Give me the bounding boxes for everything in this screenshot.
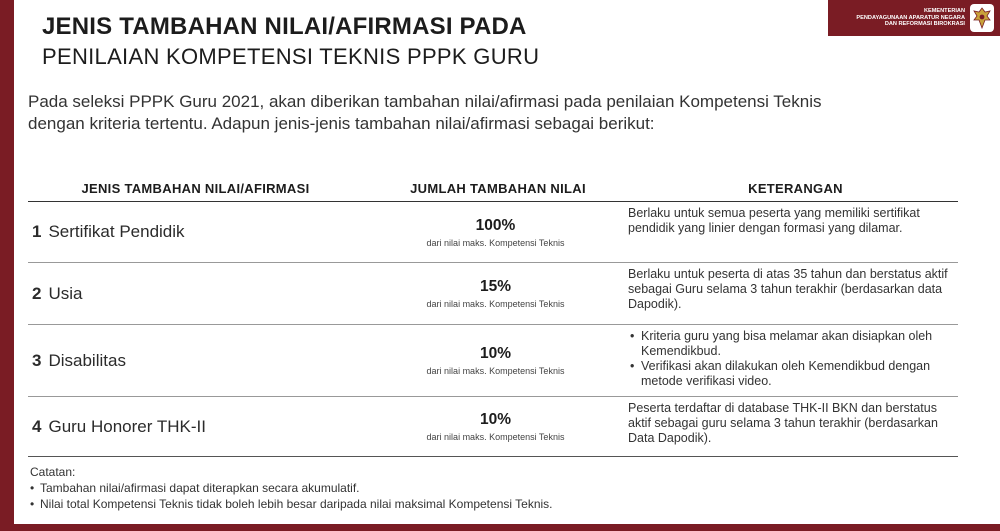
table-row	[28, 397, 958, 457]
ministry-name	[856, 8, 965, 28]
header-note: KETERANGAN	[748, 181, 843, 196]
amount-value: 10%	[479, 345, 512, 362]
footnote-list	[30, 480, 553, 512]
row-number: 1	[32, 222, 42, 241]
amount-subtext: dari nilai maks. Kompetensi Teknis	[426, 432, 565, 442]
amount-cell	[363, 325, 628, 396]
row-number: 4	[32, 416, 42, 436]
ministry-line: DAN REFORMASI BIROKRASI	[884, 21, 965, 28]
affirmation-table	[28, 176, 958, 457]
ministry-line: KEMENTERIAN	[923, 7, 965, 14]
intro-line: dengan kriteria tertentu. Adapun jenis-jenis tambahan nilai/afirmasi sebagai berikut:	[28, 114, 655, 133]
note-cell: Berlaku untuk peserta di atas 35 tahun dan berstatus aktif sebagai Guru selama 3 tahun terakhir (berdasarkan data Dapodik).	[628, 267, 948, 311]
type-label: Usia	[48, 283, 83, 303]
table-row	[28, 325, 958, 397]
intro-paragraph	[28, 91, 988, 135]
header-type: JENIS TAMBAHAN NILAI/AFIRMASI	[81, 181, 310, 196]
ministry-line: PENDAYAGUNAAN APARATUR NEGARA	[856, 14, 965, 21]
header-amount: JUMLAH TAMBAHAN NILAI	[410, 181, 586, 196]
footnote-item: • Nilai total Kompetensi Teknis tidak boleh lebih besar daripada nilai maksimal Kompetensi Teknis.	[30, 496, 553, 512]
footnote-item: • Tambahan nilai/afirmasi dapat diterapkan secara akumulatif.	[30, 480, 553, 496]
ministry-banner	[828, 0, 1000, 36]
note-bullet-list	[628, 329, 958, 389]
footnotes-label: Catatan:	[30, 465, 76, 479]
amount-subtext: dari nilai maks. Kompetensi Teknis	[426, 237, 565, 248]
note-bullet: • Verifikasi akan dilakukan oleh Kemendikbud dengan metode verifikasi video.	[628, 359, 958, 389]
amount-value: 15%	[479, 278, 512, 295]
amount-cell	[363, 202, 628, 262]
amount-value: 10%	[479, 411, 512, 428]
note-cell	[628, 325, 958, 396]
table-row	[28, 263, 958, 325]
amount-cell	[363, 263, 628, 324]
type-label: Guru Honorer THK-II	[48, 416, 206, 436]
intro-line: Pada seleksi PPPK Guru 2021, akan diberikan tambahan nilai/afirmasi pada penilaian Kompetensi Teknis	[28, 92, 822, 111]
type-label: Disabilitas	[48, 350, 126, 370]
note-cell: Peserta terdaftar di database THK-II BKN dan berstatus aktif sebagai guru selama 3 tahun terakhir (berdasarkan Data Dapodik).	[628, 401, 938, 445]
amount-subtext: dari nilai maks. Kompetensi Teknis	[426, 299, 565, 309]
table-row	[28, 202, 958, 263]
type-cell	[28, 325, 363, 396]
type-cell	[28, 397, 363, 456]
bottom-accent-bar	[0, 524, 1000, 531]
amount-subtext: dari nilai maks. Kompetensi Teknis	[426, 366, 565, 376]
footnotes	[30, 464, 553, 512]
amount-cell	[363, 397, 628, 456]
page-title: JENIS TAMBAHAN NILAI/AFIRMASI PADA	[42, 13, 527, 40]
row-number: 2	[32, 283, 42, 303]
amount-value: 100%	[475, 216, 516, 234]
type-cell	[28, 202, 363, 262]
type-label: Sertifikat Pendidik	[48, 222, 185, 241]
garuda-emblem-icon	[970, 4, 994, 32]
note-bullet: • Kriteria guru yang bisa melamar akan disiapkan oleh Kemendikbud.	[628, 329, 958, 359]
type-cell	[28, 263, 363, 324]
note-cell: Berlaku untuk semua peserta yang memiliki sertifikat pendidik yang linier dengan formasi yang dilamar.	[628, 206, 920, 235]
page-subtitle: PENILAIAN KOMPETENSI TEKNIS PPPK GURU	[42, 44, 540, 69]
table-header	[28, 176, 958, 202]
row-number: 3	[32, 350, 42, 370]
left-accent-bar	[0, 0, 14, 531]
